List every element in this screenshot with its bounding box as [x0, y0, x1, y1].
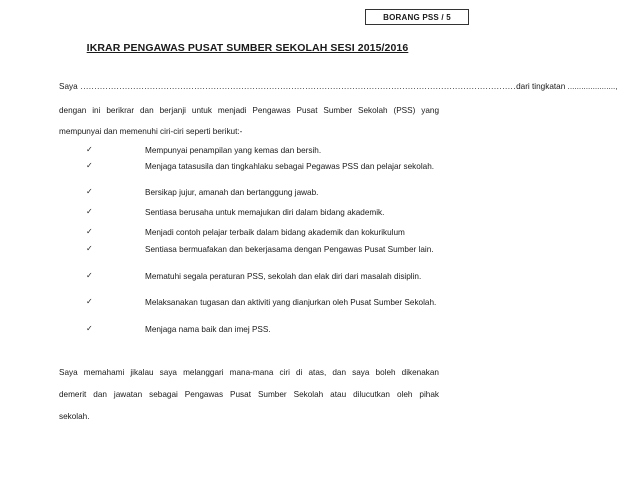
closing-line-3: sekolah.	[59, 412, 90, 421]
intro-line-2: dengan ini berikrar dan berjanji untuk menjadi Pengawas Pusat Sumber Sekolah (PSS) yang	[59, 106, 439, 115]
checkmark-icon: ✓	[86, 207, 93, 216]
checkmark-icon: ✓	[86, 145, 93, 154]
document-title: IKRAR PENGAWAS PUSAT SUMBER SEKOLAH SESI 2015/2016	[86, 42, 409, 54]
checkmark-icon: ✓	[86, 227, 93, 236]
closing-line-2: demerit dan jawatan sebagai Pengawas Pusat Sumber Sekolah atau dilucutkan oleh pihak	[59, 390, 439, 399]
list-item-text: Menjaga nama baik dan imej PSS.	[145, 325, 271, 334]
checkmark-icon: ✓	[86, 244, 93, 253]
intro-dari-tingkatan: dari tingkatan	[516, 82, 566, 91]
checkmark-icon: ✓	[86, 161, 93, 170]
checkmark-icon: ✓	[86, 187, 93, 196]
closing-line-1: Saya memahami jikalau saya melanggari mana-mana ciri di atas, dan saya boleh dikenakan	[59, 368, 439, 377]
checkmark-icon: ✓	[86, 271, 93, 280]
intro-line-3: mempunyai dan memenuhi ciri-ciri seperti berikut:-	[59, 127, 243, 136]
list-item-text: Bersikap jujur, amanah dan bertanggung jawab.	[145, 188, 319, 197]
class-blank: .....................,	[565, 82, 618, 91]
closing-paragraph	[59, 362, 439, 428]
list-item-text: Sentiasa berusaha untuk memajukan diri dalam bidang akademik.	[145, 208, 385, 217]
list-item-text: Mempunyai penampilan yang kemas dan bersih.	[145, 146, 322, 155]
checkmark-icon: ✓	[86, 324, 93, 333]
list-item-text: Sentiasa bermuafakan dan bekerjasama dengan Pengawas Pusat Sumber lain.	[145, 245, 434, 254]
list-item-text: Melaksanakan tugasan dan aktiviti yang dianjurkan oleh Pusat Sumber Sekolah.	[145, 298, 437, 307]
checkmark-icon: ✓	[86, 297, 93, 306]
list-item-text: Mematuhi segala peraturan PSS, sekolah dan elak diri dari masalah disiplin.	[145, 272, 422, 281]
intro-saya: Saya	[59, 82, 78, 91]
intro-line-1	[59, 80, 618, 93]
name-blank: .............................................................................................................................................................	[77, 82, 517, 91]
list-item-text: Menjadi contoh pelajar terbaik dalam bidang akademik dan kokurikulum	[145, 228, 405, 237]
list-item-text: Menjaga tatasusila dan tingkahlaku sebagai Pegawas PSS dan pelajar sekolah.	[145, 162, 435, 171]
form-code-box: BORANG PSS / 5	[365, 9, 469, 25]
